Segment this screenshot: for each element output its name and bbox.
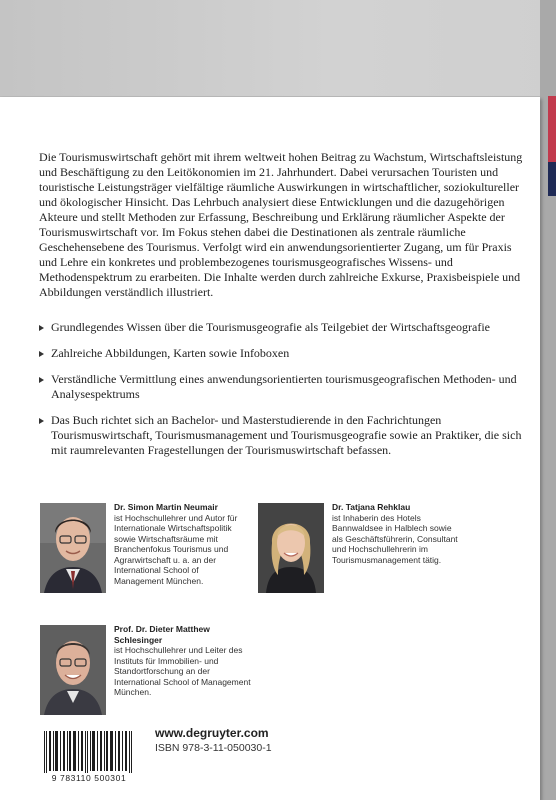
- author-name: Prof. Dr. Dieter Matthew Schlesinger: [114, 624, 210, 645]
- feature-item: Das Buch richtet sich an Bachelor- und Masterstudierende in den Fachrichtungen Tourismuswirtschaft, Tourismusmanagement und Tourismusgeografie sowie an Praktiker, die sich mit raumrelevanten Fragestellungen der Tourismuswirtschaft befassen.: [39, 413, 529, 458]
- portrait-graphic: [40, 625, 106, 715]
- feature-list: [39, 320, 529, 469]
- author-description: ist Hochschullehrer und Leiter des Instituts für Immobilien- und Standortforschung an der International School of Management München.: [114, 645, 251, 697]
- author-photo-schlesinger: [40, 625, 106, 715]
- arrow-bullet-icon: [39, 377, 44, 383]
- arrow-bullet-icon: [39, 351, 44, 357]
- arrow-bullet-icon: [39, 418, 44, 424]
- author-photo-neumair: [40, 503, 106, 593]
- author-bio-neumair: [114, 502, 244, 586]
- author-description: ist Hochschullehrer und Autor für Internationale Wirtschaftspolitik sowie Wirtschaftsräume mit Branchenfokus Tourismus und Agrarwirtschaft u. a. an der International School of Management München.: [114, 512, 238, 586]
- accent-stripe-navy: [548, 162, 556, 196]
- author-bio-rehklau: [332, 502, 462, 565]
- accent-stripe-red: [548, 96, 556, 162]
- feature-item: Zahlreiche Abbildungen, Karten sowie Infoboxen: [39, 346, 529, 361]
- feature-item: Grundlegendes Wissen über die Tourismusgeografie als Teilgebiet der Wirtschaftsgeografie: [39, 320, 529, 335]
- author-bio-schlesinger: [114, 624, 252, 698]
- barcode-digits: 9 783110 500301: [40, 773, 138, 783]
- arrow-bullet-icon: [39, 325, 44, 331]
- author-name: Dr. Tatjana Rehklau: [332, 502, 411, 512]
- author-photo-rehklau: [258, 503, 324, 593]
- publisher-website: www.degruyter.com: [155, 726, 269, 740]
- portrait-graphic: [258, 503, 324, 593]
- blurb-text: Die Tourismuswirtschaft gehört mit ihrem weltweit hohen Beitrag zu Wachstum, Wirtschaftsleistung und Beschäftigung zu den Leitökonomien im 21. Jahrhundert. Dabei verursachen Touristen und touristische Leistungsträger vielfältige räumliche Auswirkungen in wirtschaftlicher, soziokultureller und ökologischer Hinsicht. Das Lehrbuch analysiert diese Entwicklungen und die dazugehörigen Akteure und stellt Methoden zur Erfassung, Beschreibung und Erklärung räumlicher Aspekte der Tourismuswirtschaft vor. Im Fokus stehen dabei die Destinationen als zentrale räumliche Geschehensebene des Tourismus. Verfolgt wird ein anwendungsorientierter Zugang, um für Praxis und Lehre ein konkretes und problembezogenes tourismusgeografisches Wissens- und Methodenspektrum zu erarbeiten. Die Inhalte werden durch zahlreiche Exkurse, Praxisbeispiele und Abbildungen verständlich illustriert.: [39, 150, 523, 299]
- background-top: [0, 0, 556, 96]
- feature-item: Verständliche Vermittlung eines anwendungsorientierten tourismusgeografischen Methoden- und Analysespektrums: [39, 372, 529, 402]
- author-name: Dr. Simon Martin Neumair: [114, 502, 218, 512]
- isbn-number: ISBN 978-3-11-050030-1: [155, 742, 272, 754]
- portrait-graphic: [40, 503, 106, 593]
- author-description: ist Inhaberin des Hotels Bannwaldsee in Halblech sowie als Geschäftsführerin, Consultant und Hochschullehrerin im Tourismusmanagement tätig.: [332, 512, 458, 565]
